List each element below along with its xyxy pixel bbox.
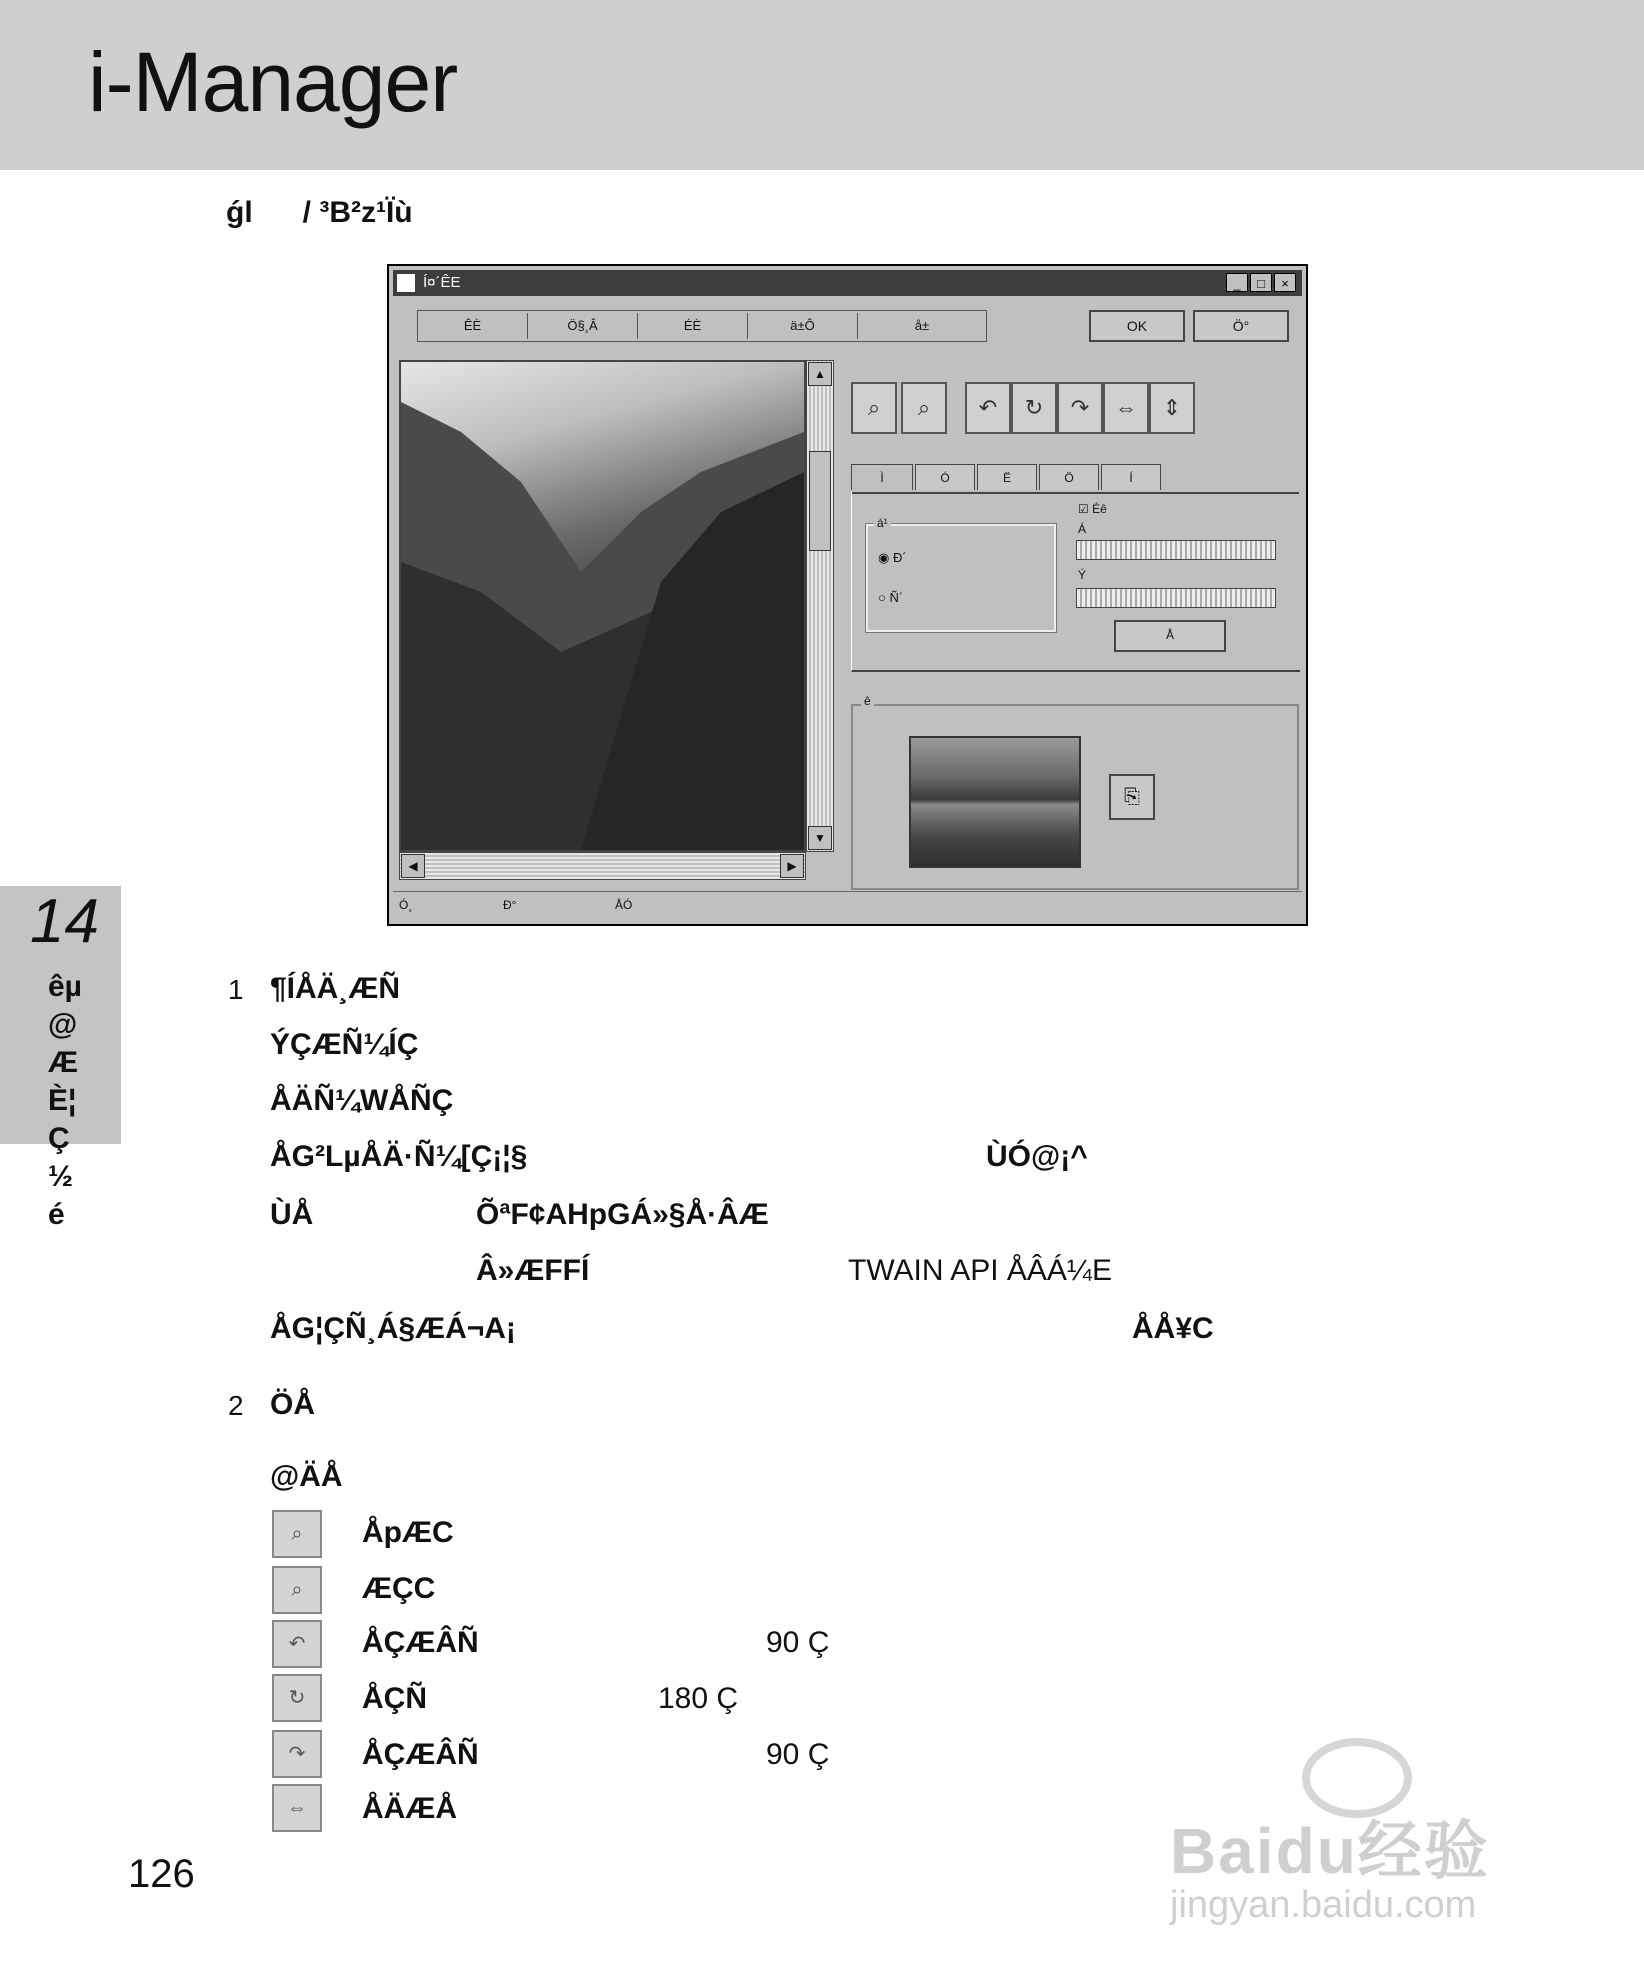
item-1-line-1: ¶ÍÅÄ¸ÆÑ [270,972,401,1005]
vertical-scroll-thumb[interactable] [809,451,831,551]
watermark-brand: Baidu经验 [1170,1815,1490,1887]
item-2-title: ÖÅ [270,1388,315,1421]
maximize-icon[interactable]: □ [1250,273,1272,292]
icon-row-3-text: ÅÇÆÂÑ [362,1626,479,1659]
scroll-up-icon[interactable]: ▲ [808,362,832,386]
main-photo [399,360,806,852]
icon-row-4-text: ÅÇÑ [362,1682,427,1715]
preview-refresh-icon[interactable]: ⎘ [1109,774,1155,820]
status-field-2: Ð° [503,898,517,912]
cancel-button[interactable]: Ö° [1193,310,1289,342]
app-icon [397,274,415,292]
chapter-title: êµ@ÆÈ¦Ç½é [48,970,82,1231]
toolbar-button-1[interactable]: ÊÈ [418,313,528,339]
vertical-scrollbar[interactable] [806,360,834,852]
item-1-line-2: ÝÇÆÑ¼ÍÇ [270,1028,419,1061]
watermark-url: jingyan.baidu.com [1170,1884,1477,1926]
ok-button[interactable]: OK [1089,310,1185,342]
zoom-out-tool-icon[interactable]: ⌕ [901,382,947,434]
horizontal-scrollbar[interactable] [399,852,806,880]
icon-row-5-text: ÅÇÆÂÑ [362,1738,479,1771]
toolbar-button-4[interactable]: ä±Ô [748,313,858,339]
contrast-slider[interactable] [1076,588,1276,608]
toolbar-button-5[interactable]: å± [914,318,930,333]
item-2-number: 2 [228,1390,244,1421]
item-1-line-5: ÙÅ [270,1198,314,1231]
auto-checkbox[interactable]: ☑ Éê [1078,502,1107,516]
tab-panel [851,492,1300,672]
app-window-figure [387,264,1308,926]
item-2-subheading: @ÄÅ [270,1460,343,1493]
radio-option-1[interactable]: ◉ Ð´ [878,550,907,565]
icon-row-3-angle: 90 Ç [766,1626,830,1659]
rotate-180-icon: ↻ [272,1674,322,1722]
rotate-left-tool-icon[interactable]: ↶ [965,382,1011,434]
contrast-label: Ý [1078,568,1087,582]
magnify-plus-icon: ⌕ [272,1510,322,1558]
tab-4[interactable]: Ö [1039,464,1099,490]
close-icon[interactable]: × [1274,273,1296,292]
icon-row-4-angle: 180 Ç [658,1682,739,1715]
item-1-number: 1 [228,974,244,1005]
section-heading: ǵl / ³B²z¹Ïù [226,196,413,229]
window-titlebar [393,270,1302,296]
rotate-left-icon: ↶ [272,1620,322,1668]
radio-option-2[interactable]: ○ Ñ´ [878,590,904,605]
zoom-in-tool-icon[interactable]: ⌕ [851,382,897,434]
scroll-down-icon[interactable]: ▼ [808,826,832,850]
rotate-right-tool-icon[interactable]: ↷ [1057,382,1103,434]
minimize-icon[interactable]: _ [1226,273,1248,292]
status-field-1: Ó¸ [399,898,413,912]
item-1-twain-text: TWAIN API ÅÂÁ¼E [848,1254,1112,1287]
radio-option-1-label: Ð´ [892,550,907,565]
rotate-180-tool-icon[interactable]: ↻ [1011,382,1057,434]
brightness-label: Á [1078,522,1087,536]
preview-thumbnail [909,736,1081,868]
tab-2[interactable]: Ó [915,464,975,490]
tab-row [851,462,1299,494]
forest-photo-graphic [401,362,804,850]
mode-group-label: á¹ [874,516,891,530]
page-title: i-Manager [88,35,458,129]
icon-row-2-text: ÆÇC [362,1572,436,1605]
tab-1[interactable]: Ì [851,464,913,490]
status-bar [393,891,1302,920]
item-1-line-7: ÅG¦ÇÑ¸Á§ÆÁ¬A¡ [270,1312,516,1345]
radio-option-2-label: Ñ´ [889,590,904,605]
icon-row-5-angle: 90 Ç [766,1738,830,1771]
chapter-number: 14 [30,887,99,956]
item-1-line-4: ÅG²LµÅÄ·Ñ¼[Ç¡¦§ [270,1140,528,1173]
magnify-minus-icon: ⌕ [272,1566,322,1614]
item-1-line-4-right: ÙÓ@¡^ [986,1140,1088,1173]
scroll-right-icon[interactable]: ▶ [780,854,804,878]
icon-row-6-text: ÅÄÆÅ [362,1792,457,1825]
icon-row-1-text: ÅpÆC [362,1516,454,1549]
item-1-line-5-middle: ÕªF¢AHpGÁ»§Å·ÂÆ [476,1198,769,1231]
page-number: 126 [128,1852,195,1896]
apply-button[interactable]: Å [1114,620,1226,652]
rotate-right-icon: ↷ [272,1730,322,1778]
flip-vertical-tool-icon[interactable]: ⇕ [1149,382,1195,434]
auto-checkbox-label: Éê [1092,502,1107,516]
window-title: Í¤´ÊE [423,274,461,291]
flip-horizontal-tool-icon[interactable]: ⇔ [1103,382,1149,434]
preview-label: ê [861,694,874,708]
brightness-slider[interactable] [1076,540,1276,560]
tab-5[interactable]: Í [1101,464,1161,490]
status-field-3: ÅÓ [615,898,633,912]
mode-group [866,516,1056,632]
preview-group [851,694,1299,890]
scroll-left-icon[interactable]: ◀ [401,854,425,878]
item-1-line-7-right: ÅÅ¥C [1132,1312,1214,1345]
toolbar-button-2[interactable]: Ö§¸Â [528,313,638,339]
figure-toolbar [417,310,987,342]
toolbar-button-3[interactable]: ÉÈ [638,313,748,339]
item-1-line-3: ÅÄÑ¼WÅÑÇ [270,1084,454,1117]
item-1-line-6: Â»ÆFFÍ [476,1254,590,1287]
tab-3[interactable]: Ë [977,464,1037,490]
flip-horizontal-icon: ⇔ [272,1784,322,1832]
